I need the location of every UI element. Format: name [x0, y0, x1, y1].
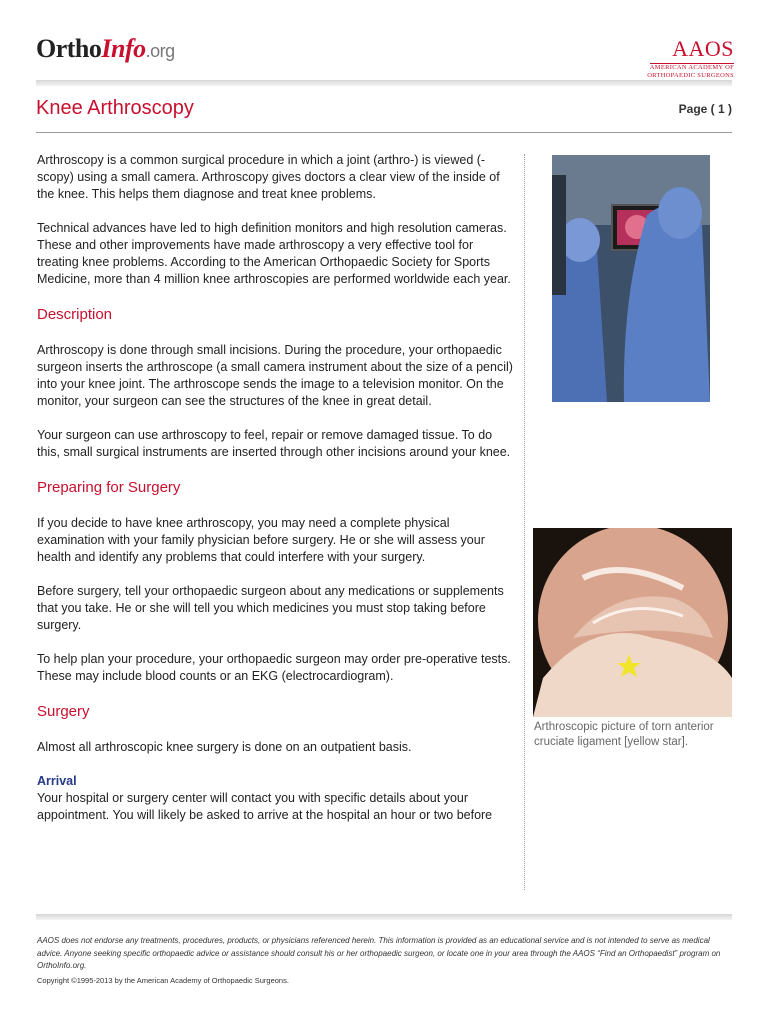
- description-paragraph-2: Your surgeon can use arthroscopy to feel, repair or remove damaged tissue. To do this, small surgical instruments are inserted through other incisions around your knee.: [37, 428, 511, 459]
- surgery-heading: Surgery: [37, 703, 90, 720]
- preparing-paragraph-2: Before surgery, tell your orthopaedic surgeon about any medications or supplements that you take. He or she will tell you which medicines you must stop taking before surgery.: [37, 584, 504, 632]
- header-bar: [36, 80, 732, 86]
- surgeons-photo: [552, 155, 710, 402]
- footer-copyright: Copyright ©1995-2013 by the American Academy of Orthopaedic Surgeons.: [37, 976, 289, 985]
- arrival-heading: Arrival: [37, 774, 77, 788]
- article-body: [37, 152, 517, 824]
- logo-ortho: Ortho: [36, 34, 102, 63]
- title-rule: [36, 132, 732, 133]
- arthroscopic-photo-illustration: [533, 528, 732, 717]
- preparing-paragraph-1: If you decide to have knee arthroscopy, you may need a complete physical examination with your family physician before surgery. He or she will assess your health and identify any problems that could interfere with your surgery.: [37, 516, 485, 564]
- column-divider: [524, 154, 525, 890]
- photo-caption: Arthroscopic picture of torn anterior cruciate ligament [yellow star].: [534, 721, 714, 748]
- footer-disclaimer: AAOS does not endorse any treatments, procedures, products, or physicians referenced herein. This information is provided as an educational service and is not intended to serve as medical advice. Anyone seeking specific orthopaedic advice or assistance should consult his or her orthopaedic surgeon, or locate one in your area through the AAOS “Find an Orthopaedist” program on OrthoInfo.org.: [37, 936, 721, 970]
- preparing-paragraph-3: To help plan your procedure, your orthopaedic surgeon may order pre-operative tests. These may include blood counts or an EKG (electrocardiogram).: [37, 652, 511, 683]
- arrival-paragraph-1: Your hospital or surgery center will contact you with specific details about your appointment. You will likely be asked to arrive at the hospital an hour or two before: [37, 791, 493, 822]
- aaos-logo[interactable]: [647, 36, 734, 80]
- aaos-abbr: AAOS: [672, 36, 734, 61]
- arthroscopic-photo: [533, 528, 732, 717]
- description-heading: Description: [37, 306, 113, 323]
- preparing-heading: Preparing for Surgery: [37, 479, 181, 496]
- surgery-paragraph-1: Almost all arthroscopic knee surgery is done on an outpatient basis.: [37, 740, 412, 754]
- logo-info: Info: [101, 34, 146, 63]
- page-title: Knee Arthroscopy: [36, 97, 194, 119]
- aaos-line1: AMERICAN ACADEMY OF: [649, 64, 734, 71]
- aaos-line2: ORTHOPAEDIC SURGEONS: [647, 72, 734, 79]
- page-number: Page ( 1 ): [678, 102, 732, 116]
- intro-paragraph-2: Technical advances have led to high definition monitors and high resolution cameras. These and other improvements have made arthroscopy a very effective tool for treating knee problems. According to the American Orthopaedic Society for Sports Medicine, more than 4 million knee arthroscopies are performed worldwide each year.: [37, 221, 511, 286]
- intro-paragraph-1: Arthroscopy is a common surgical procedure in which a joint (arthro-) is viewed (-scopy) using a small camera. Arthroscopy gives doctors a clear view of the inside of the knee. This helps them diagnose and treat knee problems.: [37, 153, 500, 201]
- orthoinfo-logo[interactable]: [36, 34, 175, 64]
- logo-org: .org: [145, 41, 175, 61]
- footer-bar: [36, 914, 732, 920]
- surgeons-photo-illustration: [552, 155, 710, 402]
- description-paragraph-1: Arthroscopy is done through small incisions. During the procedure, your orthopaedic surgeon inserts the arthroscope (a small camera instrument about the size of a pencil) into your knee joint. The arthroscope sends the image to a television monitor. On the monitor, your surgeon can see the structures of the knee in great detail.: [37, 343, 513, 408]
